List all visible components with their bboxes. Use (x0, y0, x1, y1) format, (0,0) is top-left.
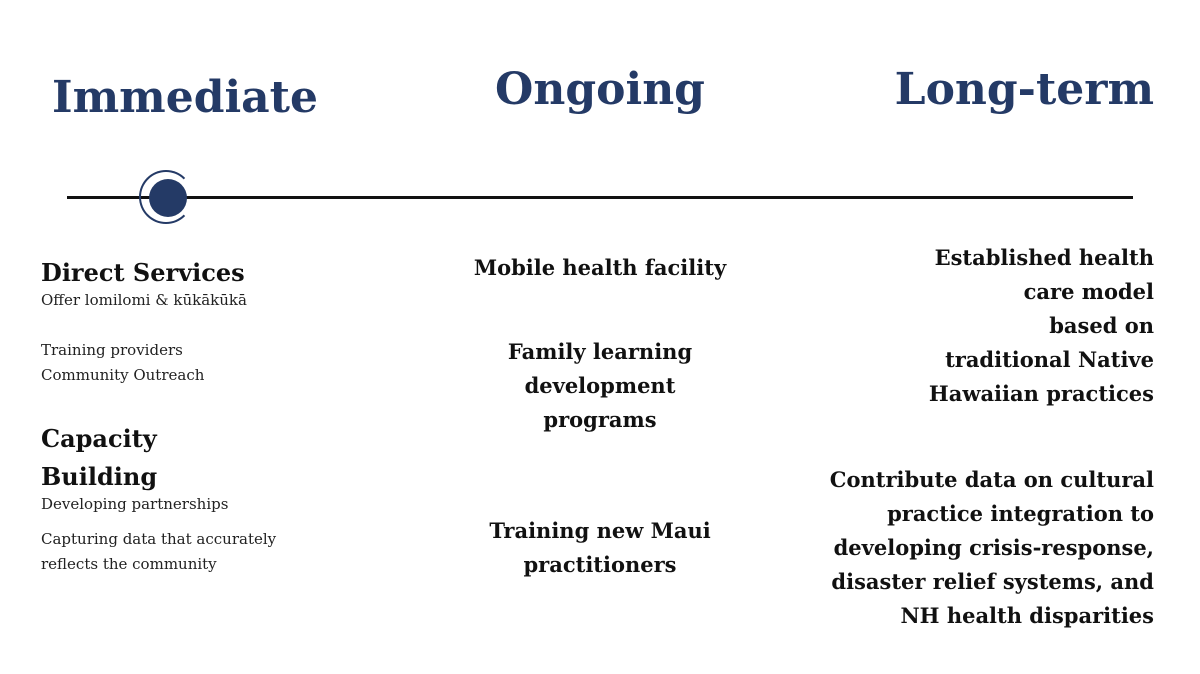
heading-immediate: Immediate (52, 72, 318, 123)
ongoing-item-training-practitioners (400, 514, 800, 582)
capacity-building-title-line2: Building (41, 462, 158, 491)
capturing-data-line2: reflects the community (41, 555, 217, 573)
longterm-item2-line2: practice integration to (887, 501, 1154, 526)
ongoing-item2-line3: programs (543, 407, 657, 432)
ongoing-item1-text: Mobile health facility (473, 255, 727, 280)
training-providers-text: Training providers (41, 341, 183, 359)
longterm-item2-line3: developing crisis-response, (833, 535, 1154, 560)
direct-services-detail: Offer lomilomi & kūkākūkā (41, 291, 247, 309)
longterm-item-contribute-data (754, 463, 1154, 633)
longterm-item2-line4: disaster relief systems, and (831, 569, 1154, 594)
heading-ongoing: Ongoing (495, 64, 705, 115)
capturing-data-line1: Capturing data that accurately (41, 530, 277, 548)
ongoing-item3-line1: Training new Maui (489, 518, 711, 543)
longterm-item2-line5: NH health disparities (900, 603, 1154, 628)
timeline-marker-dot (149, 179, 187, 217)
timeline-line (67, 196, 1133, 199)
community-outreach-text: Community Outreach (41, 366, 205, 384)
longterm-item-health-care-model (794, 241, 1154, 411)
ongoing-item3-line2: practitioners (523, 552, 677, 577)
direct-services-title: Direct Services (41, 258, 245, 287)
longterm-item1-line4: traditional Native (945, 347, 1154, 372)
longterm-item1-line3: based on (1049, 313, 1154, 338)
ongoing-item-mobile-health (400, 251, 800, 285)
immediate-column (41, 254, 361, 577)
ongoing-item2-line1: Family learning (507, 339, 693, 364)
longterm-item2-line1: Contribute data on cultural (829, 467, 1154, 492)
developing-partnerships-text: Developing partnerships (41, 495, 229, 513)
ongoing-item2-line2: development (524, 373, 676, 398)
heading-longterm: Long-term (894, 64, 1154, 115)
longterm-item1-line2: care model (1023, 279, 1154, 304)
longterm-item1-line1: Established health (934, 245, 1154, 270)
ongoing-item-family-learning (400, 335, 800, 437)
capacity-building-title-line1: Capacity (41, 424, 157, 453)
longterm-item1-line5: Hawaiian practices (928, 381, 1154, 406)
